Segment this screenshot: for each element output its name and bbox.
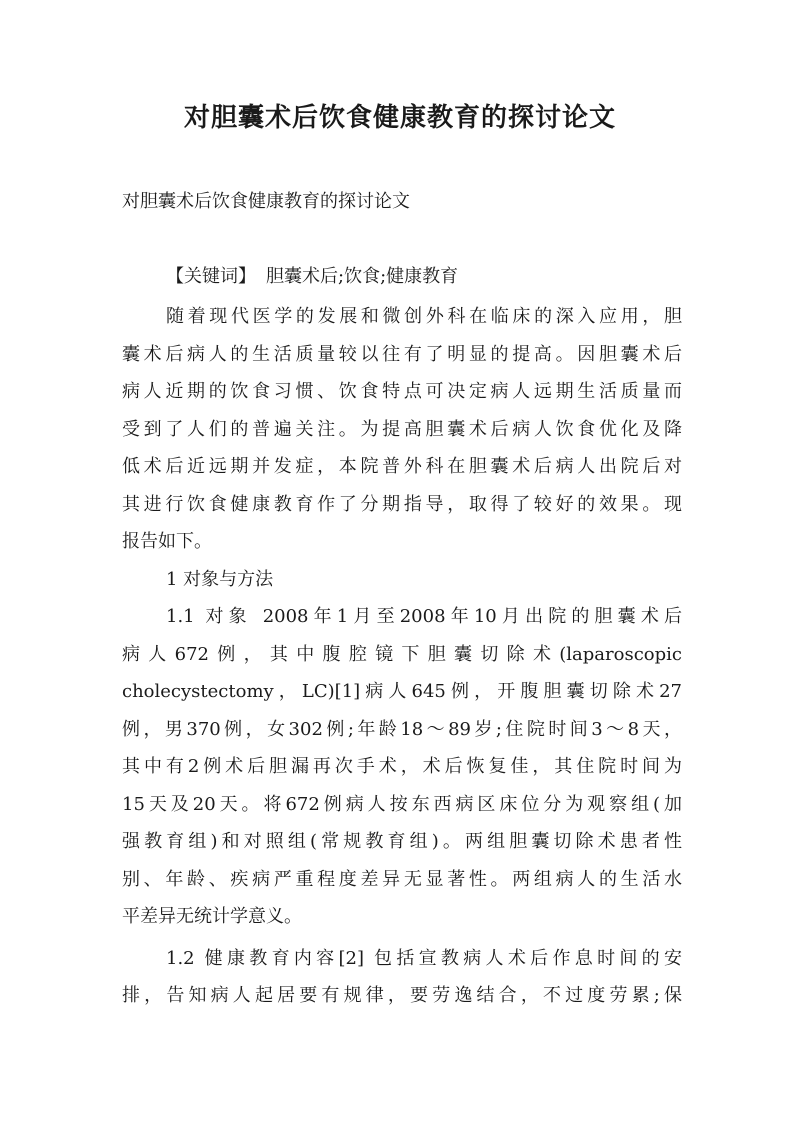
paragraph-line: 囊术后病人的生活质量较以往有了明显的提高。因胆囊术后	[122, 343, 682, 365]
paragraph-line: 别、年龄、疾病严重程度差异无显著性。两组病人的生活水	[122, 868, 682, 890]
keywords-value: 胆囊术后;饮食;健康教育	[266, 266, 459, 287]
document-subtitle: 对胆囊术后饮食健康教育的探讨论文	[122, 191, 410, 212]
paragraph-line: cholecystectomy，LC)[1]病人645例，开腹胆囊切除术27	[122, 681, 682, 702]
paragraph-line: 1.2 健康教育内容[2] 包括宣教病人术后作息时间的安	[166, 947, 682, 969]
paragraph-line: 随着现代医学的发展和微创外科在临床的深入应用，胆	[166, 306, 682, 327]
paragraph-line: 其进行饮食健康教育作了分期指导，取得了较好的效果。现	[122, 493, 682, 515]
paragraph-line: 病人672例，其中腹腔镜下胆囊切除术(laparoscopic	[122, 643, 682, 665]
paragraph-line: 报告如下。	[122, 531, 212, 552]
paragraph-line: 其中有2例术后胆漏再次手术，术后恢复佳，其住院时间为	[122, 756, 682, 777]
paragraph-line: 平差异无统计学意义。	[122, 906, 302, 927]
paragraph-line: 病人近期的饮食习惯、饮食特点可决定病人远期生活质量而	[122, 381, 682, 402]
paragraph-line: 15天及20天。将672例病人按东西病区床位分为观察组(加	[122, 793, 682, 815]
keywords-label: 【关键词】	[166, 266, 256, 287]
paragraph-line: 受到了人们的普遍关注。为提高胆囊术后病人饮食优化及降	[122, 418, 682, 440]
paragraph-line: 例，男370例，女302例;年龄18～89岁;住院时间3～8天，	[122, 718, 682, 740]
paragraph-line: 1.1 对象 2008年1月至2008年10月出院的胆囊术后	[166, 606, 682, 627]
document-title: 对胆囊术后饮食健康教育的探讨论文	[183, 103, 616, 133]
paragraph-line: 排，告知病人起居要有规律，要劳逸结合，不过度劳累;保	[122, 985, 682, 1006]
paragraph-line: 强教育组)和对照组(常规教育组)。两组胆囊切除术患者性	[122, 831, 682, 852]
paragraph-line: 低术后近远期并发症，本院普外科在胆囊术后病人出院后对	[122, 456, 682, 477]
section-heading: 1 对象与方法	[166, 568, 274, 590]
document-body	[122, 298, 682, 1015]
keywords-line	[166, 263, 458, 291]
